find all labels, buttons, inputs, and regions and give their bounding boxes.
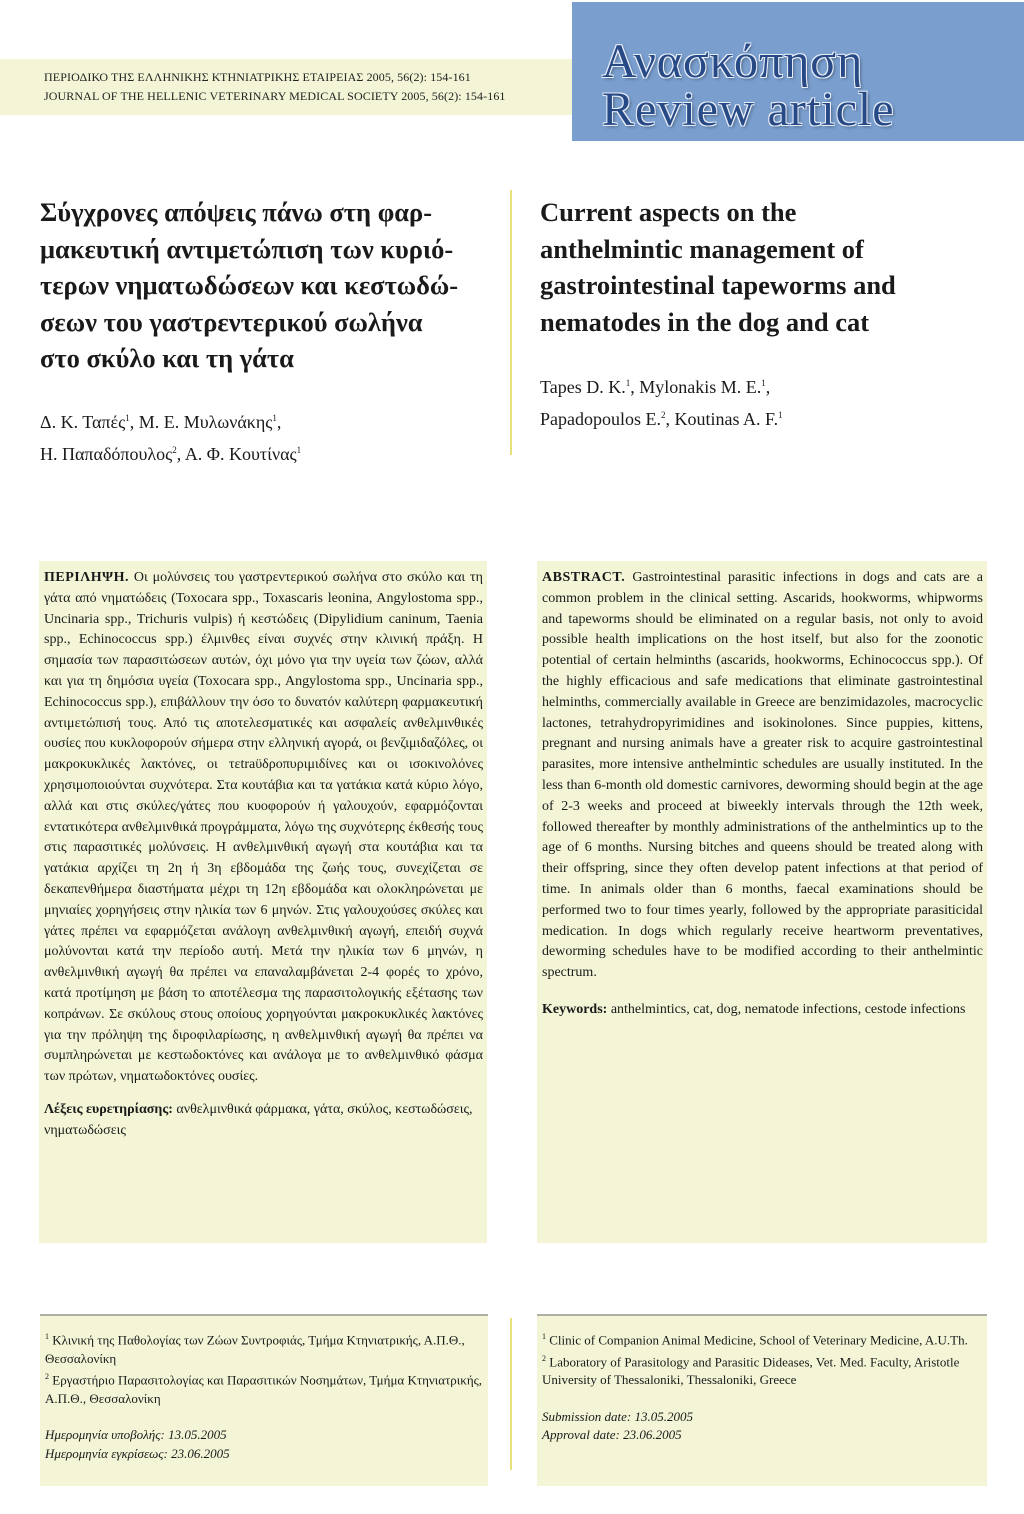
abstract-greek bbox=[39, 561, 487, 1243]
abstract-english-label: ABSTRACT. bbox=[542, 570, 626, 585]
title-english-line: anthelmintic management of bbox=[540, 233, 864, 264]
affiliation-1-english bbox=[542, 1328, 983, 1350]
journal-citation-english: JOURNAL OF THE HELLENIC VETERINARY MEDICAL SOCIETY 2005, 56(2): 154-161 bbox=[44, 89, 506, 103]
author-affiliation-mark: 1 bbox=[296, 445, 302, 455]
author-separator: , bbox=[630, 377, 640, 397]
affiliation-2-greek bbox=[45, 1368, 484, 1408]
author-separator: , bbox=[665, 409, 675, 429]
title-english-line: nematodes in the dog and cat bbox=[540, 306, 870, 337]
affiliation-1-greek bbox=[45, 1328, 484, 1368]
author-name: Μ. Ε. Μυλωνάκης bbox=[138, 412, 273, 432]
approval-date-english: Approval date: 23.06.2005 bbox=[542, 1427, 682, 1443]
title-english-line: gastrointestinal tapeworms and bbox=[540, 270, 896, 301]
title-greek-line: Σύγχρονες απόψεις πάνω στη φαρ- bbox=[40, 197, 433, 227]
affiliation-text: Laboratory of Parasitology and Parasitic Dideases, Vet. Med. Faculty, Aristotle University of Thessaloniki, Thessaloniki, Greece bbox=[542, 1354, 960, 1388]
author-affiliation-mark: 1 bbox=[761, 378, 766, 388]
author-separator: , bbox=[765, 377, 771, 397]
title-greek bbox=[40, 194, 510, 377]
affiliation-mark: 1 bbox=[45, 1332, 49, 1341]
article-type-greek: Ανασκόπηση bbox=[602, 35, 864, 88]
authors-english-line-1 bbox=[540, 369, 783, 401]
affiliation-2-english bbox=[542, 1350, 983, 1390]
keywords-greek bbox=[44, 1100, 483, 1142]
affiliation-mark: 2 bbox=[542, 1353, 546, 1363]
column-divider-top bbox=[510, 190, 512, 455]
authors-greek-line-2 bbox=[40, 436, 301, 468]
title-english bbox=[540, 194, 1010, 340]
author-affiliation-mark: 2 bbox=[661, 410, 666, 420]
author-name: Mylonakis M. E. bbox=[639, 377, 762, 397]
author-separator: , bbox=[129, 412, 139, 432]
affiliation-text: Εργαστήριο Παρασιτολογίας και Παρασιτικών Νοσημάτων, Τμήμα Κτηνιατρικής, Α.Π.Θ., Θεσσαλονίκη bbox=[45, 1372, 483, 1406]
journal-citation-greek: ΠΕΡΙΟΔΙΚΟ ΤΗΣ ΕΛΛΗΝΙΚΗΣ ΚΤΗΝΙΑΤΡΙΚΗΣ ΕΤΑΙΡΕΙΑΣ 2005, 56(2): 154-161 bbox=[44, 70, 471, 84]
abstract-english bbox=[537, 561, 987, 1243]
author-name: Papadopoulos E. bbox=[540, 409, 661, 429]
author-separator: , bbox=[176, 444, 185, 464]
author-name: Tapes D. K. bbox=[540, 377, 626, 397]
approval-date-greek: Ημερομηνία εγκρίσεως: 23.06.2005 bbox=[45, 1445, 230, 1461]
author-affiliation-mark: 2 bbox=[172, 445, 177, 455]
column-divider-bottom bbox=[510, 1318, 512, 1470]
title-english-line: Current aspects on the bbox=[540, 197, 797, 227]
submission-date-english: Submission date: 13.05.2005 bbox=[542, 1408, 693, 1424]
author-name: Η. Παπαδόπουλος bbox=[40, 444, 173, 464]
submission-date-greek: Ημερομηνία υποβολής: 13.05.2005 bbox=[45, 1427, 227, 1443]
keywords-english bbox=[542, 1000, 983, 1021]
title-greek-line: στο σκύλο και τη γάτα bbox=[40, 343, 294, 374]
abstract-greek-body bbox=[44, 568, 483, 1088]
authors-greek-line-1 bbox=[40, 404, 301, 436]
affiliation-mark: 2 bbox=[45, 1372, 49, 1382]
abstract-english-body bbox=[542, 568, 983, 984]
title-greek-line: τερων νηματωδώσεων και κεστωδώ- bbox=[40, 270, 459, 301]
authors-greek bbox=[40, 404, 301, 468]
affiliation-mark: 1 bbox=[542, 1332, 546, 1341]
author-name: Δ. Κ. Ταπές bbox=[40, 412, 126, 432]
article-type-banner bbox=[572, 2, 1024, 141]
affiliation-text: Κλινική της Παθολογίας των Ζώων Συντροφιάς, Τμήμα Κτηνιατρικής, Α.Π.Θ., Θεσσαλονίκη bbox=[45, 1332, 465, 1366]
author-affiliation-mark: 1 bbox=[625, 378, 631, 388]
authors-english-line-2 bbox=[540, 401, 783, 433]
journal-header-band bbox=[0, 59, 572, 115]
abstract-greek-text: Οι μολύνσεις του γαστρεντερικού σωλήνα στο σκύλο και τη γάτα από νηματώδεις (Toxocara spp., Toxascaris leonina, Angylostoma spp., Uncinaria spp., Trichuris vulpis) ή κεστώδεις (Dipylidium caninum, Taenia spp., Echinococcus spp.) έλμινθες είναι συχνές στην κλινική πράξη. Η σημασία των παρασιτώσεων αυτών, όχι μόνο για την υγεία των ζώων, αλλά και για τη δημόσια υγεία (Toxocara spp., Angylostoma spp., Uncinaria spp., Echinococcus spp.), επιβάλλουν την όσο το δυνατόν καλύτερη φαρμακευτική αντιμετώπισή τους. Από τις αποτελεσματικές και ασφαλείς ανθελμινθικές ουσίες που κυκλοφορούν σήμερα στην ελληνική αγορά, οι βενζιμιδαζόλες, οι μακροκυκλικές λακτόνες, οι τεtraϋδροπυριμιδίνες και οι ισοκινολόνες χρησιμοποιούνται συχνότερα. Στα κουτάβια και τα γατάκια κατά κύριο λόγο, αλλά και στις σκύλες/γάτες που κυοφορούν ή γαλουχούν, εφαρμόζονται εντατικότερα ανθελμινθικά προγράμματα, λόγω της συχνότερης έκθεσής τους στις παρασιτικές μολύνσεις. Η ανθελμινθική αγωγή στα κουτάβια και τα γατάκια αρχίζει τη 2η ή 3η εβδομάδα της ζωής τους, συνεχίζεται σε δεκαπενθήμερα διαστήματα μέχρι τη 12η εβδομάδα και ολοκληρώνεται με μηνιαίες χορηγήσεις στην ηλικία των 6 μηνών. Στις γαλουχούσες σκύλες και γάτες πρέπει να εφαρμόζεται ανάλογη ανθελμινθική αγωγή, επειδή συχνά μολύνονται κατά την περίοδο αυτή. Μετά την ηλικία των 6 μηνών, η ανθελμινθική αγωγή θα πρέπει να επαναλαμβάνεται 2-4 φορές το χρόνο, κατά προτίμηση με βάση το αποτέλεσμα της παρασιτολογικής εξέτασης των κοπράνων. Σε σκύλους στους οποίους χορηγούνται μακροκυκλικές λακτόνες για την πρόληψη της διροφιλαρίωσης, η ανθελμινθική αγωγή θα πρέπει να συμπληρώνεται με κεστωδοκτόνες και ανάλογα με το ανθελμινθικό φάσμα των πρώτων, νηματωδοκτόνες ουσίες. bbox=[44, 570, 484, 1085]
dates-english bbox=[542, 1408, 983, 1445]
keywords-english-label: Keywords: bbox=[542, 1001, 608, 1017]
author-affiliation-mark: 1 bbox=[272, 413, 277, 423]
author-separator: , bbox=[276, 412, 282, 432]
affiliations-english bbox=[537, 1314, 987, 1486]
keywords-greek-text: ανθελμινθικά φάρμακα, γάτα, σκύλος, κεστωδώσεις, νηματωδώσεις bbox=[44, 1101, 473, 1138]
affiliations-greek bbox=[40, 1314, 488, 1486]
title-greek-line: μακευτική αντιμετώπιση των κυριό- bbox=[40, 233, 454, 264]
author-affiliation-mark: 1 bbox=[778, 410, 783, 420]
abstract-english-text: Gastrointestinal parasitic infections in dogs and cats are a common problem in the clinical setting. Ascarids, hookworms, whipworms and tapeworms should be eliminated on a regular basis, not only to avoid possible health implications on the host itself, but also for the zoonotic potential of certain helminths (ascarids, hookworms, Echinococcus spp.). Of the highly efficacious and safe medications that eliminate gastrointestinal helminths, commercially available in Greece are benzimidazoles, macrocyclic lactones, tetrahydropyrimidines and isokinolones. Since puppies, kittens, pregnant and nursing animals have a greater risk to acquire gastrointestinal parasites, more intensive anthelmintic schedules are usually instituted. In the less than 6-month old domestic carnivores, deworming should begin at the age of 2-3 weeks and proceed at biweekly intervals through the 12th week, followed thereafter by monthly administrations of the anthelmintics up to the age of 6 months. Nursing bitches and queens should be treated along with their offspring, since they often develop patent infections at that period of time. In animals older than 6 months, faecal examinations should be performed two to four times yearly, followed by the appropriate parasiticidal medication. In dogs which regularly receive heartworm preventatives, deworming schedules have to be modified according to their anthelmintic spectrum. bbox=[542, 570, 984, 981]
author-name: Koutinas A. F. bbox=[674, 409, 779, 429]
authors-english bbox=[540, 369, 783, 433]
author-affiliation-mark: 1 bbox=[125, 413, 130, 423]
affiliation-text: Clinic of Companion Animal Medicine, School of Veterinary Medicine, A.U.Th. bbox=[549, 1332, 968, 1348]
keywords-english-text: anthelmintics, cat, dog, nematode infections, cestode infections bbox=[610, 1001, 966, 1017]
author-name: Α. Φ. Κουτίνας bbox=[184, 444, 297, 464]
dates-greek bbox=[45, 1426, 484, 1463]
keywords-greek-label: Λέξεις ευρετηρίασης: bbox=[44, 1101, 173, 1117]
article-type-english: Review article bbox=[602, 83, 895, 136]
title-greek-line: σεων του γαστρεντερικού σωλήνα bbox=[40, 306, 423, 337]
abstract-greek-label: ΠΕΡΙΛΗΨΗ. bbox=[44, 570, 129, 585]
